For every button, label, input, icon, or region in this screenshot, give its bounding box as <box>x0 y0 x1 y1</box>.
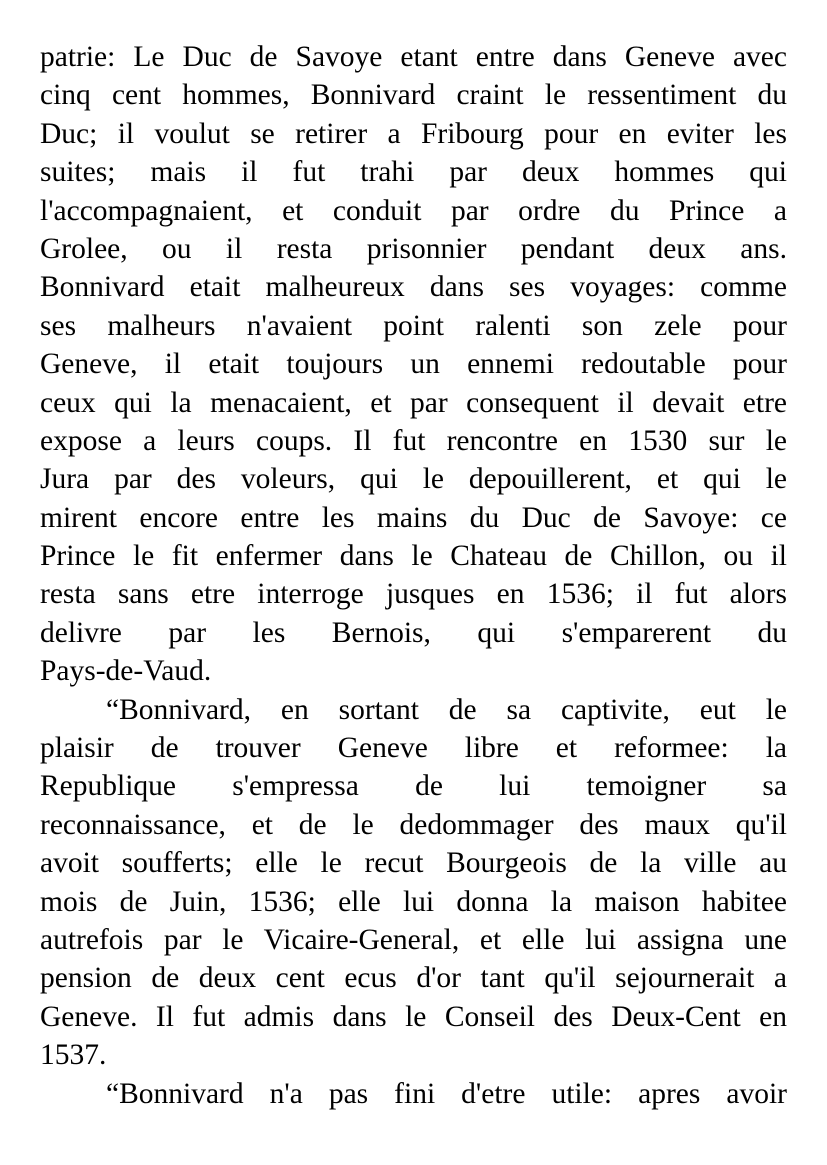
text-line: patrie: Le Duc de Savoye etant entre dans Geneve avec <box>40 41 787 73</box>
text-line: Prince le fit enfermer dans le Chateau de Chillon, ou il <box>40 540 787 573</box>
text-line: Geneve. Il fut admis dans le Conseil des Deux-Cent en <box>40 1000 787 1033</box>
text-line: Republique s'empressa de lui temoigner sa <box>40 770 787 803</box>
text-line: reconnaissance, et de le dedommager des maux qu'il <box>40 808 787 841</box>
text-line: Bonnivard etait malheureux dans ses voyages: comme <box>40 271 787 304</box>
text-line: mois de Juin, 1536; elle lui donna la maison habitee <box>40 885 787 918</box>
text-line: Jura par des voleurs, qui le depouillerent, et qui le <box>40 463 787 496</box>
paragraph <box>40 1075 787 1113</box>
paragraph <box>40 38 787 691</box>
text-line: mirent encore entre les mains du Duc de Savoye: ce <box>40 501 787 534</box>
text-line: suites; mais il fut trahi par deux hommes qui <box>40 156 787 189</box>
text-line: expose a leurs coups. Il fut rencontre en 1530 sur le <box>40 424 787 457</box>
text-line: 1537. <box>40 1039 107 1072</box>
text-line: “Bonnivard n'a pas fini d'etre utile: apres avoir <box>106 1077 787 1110</box>
text-line: plaisir de trouver Geneve libre et reformee: la <box>40 732 787 765</box>
text-line: delivre par les Bernois, qui s'emparerent du <box>40 616 787 649</box>
text-line: “Bonnivard, en sortant de sa captivite, eut le <box>106 693 787 726</box>
text-line: pension de deux cent ecus d'or tant qu'il sejournerait a <box>40 962 787 995</box>
paragraph <box>40 691 787 1075</box>
text-line: Geneve, il etait toujours un ennemi redoutable pour <box>40 348 787 381</box>
text-line: Duc; il voulut se retirer a Fribourg pour en eviter les <box>40 117 787 150</box>
text-line: Pays-de-Vaud. <box>40 655 212 688</box>
page-body <box>40 38 787 1113</box>
text-line: autrefois par le Vicaire-General, et elle lui assigna une <box>40 923 787 956</box>
text-line: l'accompagnaient, et conduit par ordre du Prince a <box>40 194 787 227</box>
text-line: avoit soufferts; elle le recut Bourgeois de la ville au <box>40 847 787 880</box>
text-line: cinq cent hommes, Bonnivard craint le ressentiment du <box>40 79 787 112</box>
text-line: resta sans etre interroge jusques en 1536; il fut alors <box>40 578 787 611</box>
text-line: ceux qui la menacaient, et par consequent il devait etre <box>40 386 787 419</box>
text-line: ses malheurs n'avaient point ralenti son zele pour <box>40 309 787 342</box>
text-line: Grolee, ou il resta prisonnier pendant deux ans. <box>40 232 787 265</box>
